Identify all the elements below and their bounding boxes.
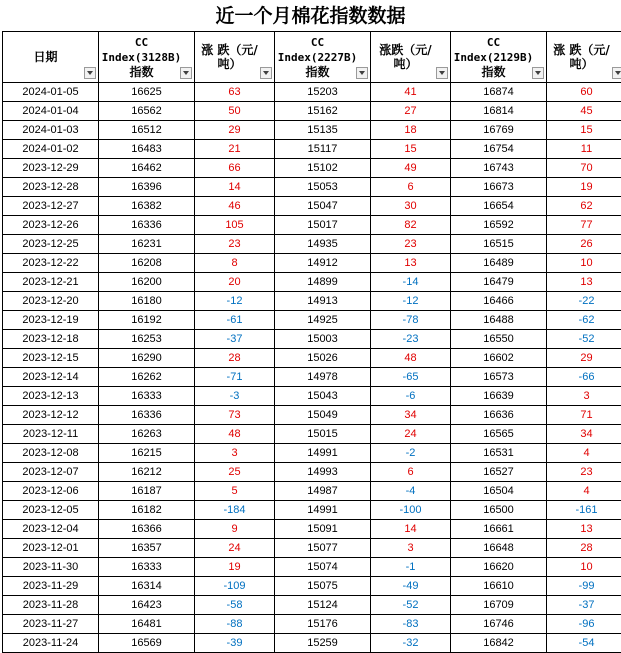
table-row [3, 178, 621, 197]
index-cell[interactable]: 16569 [99, 634, 195, 653]
column-header-line: 涨 跌（元/ [201, 43, 258, 57]
filter-dropdown-button[interactable] [260, 67, 272, 79]
column-header-3 [275, 32, 371, 83]
date-cell[interactable]: 2024-01-02 [3, 140, 99, 159]
change-cell[interactable]: -52 [371, 596, 451, 615]
index-cell[interactable]: 15124 [275, 596, 371, 615]
index-cell[interactable]: 16620 [451, 558, 547, 577]
index-cell[interactable]: 16769 [451, 121, 547, 140]
index-cell[interactable]: 16648 [451, 539, 547, 558]
change-cell[interactable]: 3 [195, 444, 275, 463]
index-cell[interactable]: 16602 [451, 349, 547, 368]
table-row [3, 368, 621, 387]
change-cell[interactable]: 9 [195, 520, 275, 539]
filter-dropdown-button[interactable] [180, 67, 192, 79]
index-cell[interactable]: 16639 [451, 387, 547, 406]
date-cell[interactable]: 2024-01-03 [3, 121, 99, 140]
date-cell[interactable]: 2023-12-15 [3, 349, 99, 368]
change-cell[interactable]: 6 [371, 178, 451, 197]
index-cell[interactable]: 15091 [275, 520, 371, 539]
change-cell[interactable]: 14 [195, 178, 275, 197]
index-cell[interactable]: 14925 [275, 311, 371, 330]
table-row [3, 444, 621, 463]
index-cell[interactable]: 16253 [99, 330, 195, 349]
change-cell[interactable]: 8 [195, 254, 275, 273]
change-cell[interactable]: 82 [371, 216, 451, 235]
date-cell[interactable]: 2023-12-06 [3, 482, 99, 501]
date-cell[interactable]: 2023-12-29 [3, 159, 99, 178]
date-cell[interactable]: 2023-12-13 [3, 387, 99, 406]
filter-dropdown-button[interactable] [356, 67, 368, 79]
table-row [3, 311, 621, 330]
change-cell[interactable]: 23 [547, 463, 621, 482]
column-header-line: 涨跌（元/ [379, 43, 431, 57]
chevron-down-icon [615, 71, 621, 75]
change-cell[interactable]: 25 [195, 463, 275, 482]
date-cell[interactable]: 2023-12-19 [3, 311, 99, 330]
table-row [3, 349, 621, 368]
index-cell[interactable]: 16562 [99, 102, 195, 121]
table-row [3, 482, 621, 501]
date-cell[interactable]: 2024-01-05 [3, 83, 99, 102]
table-row [3, 330, 621, 349]
index-cell[interactable]: 16874 [451, 83, 547, 102]
change-cell[interactable]: 6 [371, 463, 451, 482]
change-cell[interactable]: 10 [547, 558, 621, 577]
index-cell[interactable]: 16483 [99, 140, 195, 159]
change-cell[interactable]: 71 [547, 406, 621, 425]
cotton-index-table [2, 31, 621, 653]
column-header-line: 涨 跌（元/ [553, 43, 610, 57]
change-cell[interactable]: 34 [371, 406, 451, 425]
change-cell[interactable]: 45 [547, 102, 621, 121]
index-cell[interactable]: 16814 [451, 102, 547, 121]
change-cell[interactable]: -1 [371, 558, 451, 577]
change-cell[interactable]: -99 [547, 577, 621, 596]
change-cell[interactable]: -65 [371, 368, 451, 387]
index-cell[interactable]: 16661 [451, 520, 547, 539]
table-row [3, 425, 621, 444]
change-cell[interactable]: 13 [547, 273, 621, 292]
index-cell[interactable]: 16262 [99, 368, 195, 387]
index-cell[interactable]: 16396 [99, 178, 195, 197]
change-cell[interactable]: -37 [195, 330, 275, 349]
change-cell[interactable]: -3 [195, 387, 275, 406]
change-cell[interactable]: 18 [371, 121, 451, 140]
change-cell[interactable]: 26 [547, 235, 621, 254]
index-cell[interactable]: 16333 [99, 387, 195, 406]
index-cell[interactable]: 15077 [275, 539, 371, 558]
filter-dropdown-button[interactable] [532, 67, 544, 79]
change-cell[interactable]: 4 [547, 482, 621, 501]
change-cell[interactable]: -39 [195, 634, 275, 653]
change-cell[interactable]: -32 [371, 634, 451, 653]
index-cell[interactable]: 16610 [451, 577, 547, 596]
table-row [3, 159, 621, 178]
index-cell[interactable]: 16489 [451, 254, 547, 273]
change-cell[interactable]: -62 [547, 311, 621, 330]
table-row [3, 539, 621, 558]
index-cell[interactable]: 16746 [451, 615, 547, 634]
index-cell[interactable]: 16743 [451, 159, 547, 178]
change-cell[interactable]: 20 [195, 273, 275, 292]
index-cell[interactable]: 14993 [275, 463, 371, 482]
change-cell[interactable]: 27 [371, 102, 451, 121]
change-cell[interactable]: 15 [371, 140, 451, 159]
change-cell[interactable]: 60 [547, 83, 621, 102]
filter-dropdown-button[interactable] [436, 67, 448, 79]
date-cell[interactable]: 2023-12-14 [3, 368, 99, 387]
index-cell[interactable]: 15015 [275, 425, 371, 444]
index-cell[interactable]: 15176 [275, 615, 371, 634]
chevron-down-icon [263, 71, 269, 75]
index-cell[interactable]: 14935 [275, 235, 371, 254]
index-cell[interactable]: 16573 [451, 368, 547, 387]
date-cell[interactable]: 2023-11-24 [3, 634, 99, 653]
index-cell[interactable]: 16200 [99, 273, 195, 292]
table-row [3, 387, 621, 406]
index-cell[interactable]: 16673 [451, 178, 547, 197]
table-row [3, 83, 621, 102]
change-cell[interactable]: 28 [547, 539, 621, 558]
index-cell[interactable]: 15053 [275, 178, 371, 197]
index-cell[interactable]: 16550 [451, 330, 547, 349]
change-cell[interactable]: 23 [195, 235, 275, 254]
index-cell[interactable]: 16187 [99, 482, 195, 501]
index-cell[interactable]: 16531 [451, 444, 547, 463]
column-header-line: Index(2129B) [454, 51, 533, 64]
column-header-line: 日期 [33, 50, 57, 64]
date-cell[interactable]: 2023-12-12 [3, 406, 99, 425]
change-cell[interactable]: -14 [371, 273, 451, 292]
column-header-1 [99, 32, 195, 83]
change-cell[interactable]: 21 [195, 140, 275, 159]
header-row [3, 32, 621, 83]
table-row [3, 501, 621, 520]
column-header-4 [371, 32, 451, 83]
column-header-5 [451, 32, 547, 83]
index-cell[interactable]: 16842 [451, 634, 547, 653]
date-cell[interactable]: 2023-12-21 [3, 273, 99, 292]
change-cell[interactable]: -88 [195, 615, 275, 634]
index-cell[interactable]: 16709 [451, 596, 547, 615]
index-cell[interactable]: 16263 [99, 425, 195, 444]
chevron-down-icon [439, 71, 445, 75]
index-cell[interactable]: 16592 [451, 216, 547, 235]
index-cell[interactable]: 16231 [99, 235, 195, 254]
index-cell[interactable]: 16208 [99, 254, 195, 273]
date-cell[interactable]: 2023-12-04 [3, 520, 99, 539]
change-cell[interactable]: 46 [195, 197, 275, 216]
column-header-line: 指数 [305, 65, 329, 79]
change-cell[interactable]: 13 [371, 254, 451, 273]
table-row [3, 596, 621, 615]
change-cell[interactable]: -66 [547, 368, 621, 387]
change-cell[interactable]: -52 [547, 330, 621, 349]
change-cell[interactable]: 30 [371, 197, 451, 216]
change-cell[interactable]: 34 [547, 425, 621, 444]
change-cell[interactable]: -4 [371, 482, 451, 501]
column-header-line: 吨） [393, 57, 417, 71]
index-cell[interactable]: 15117 [275, 140, 371, 159]
table-row [3, 558, 621, 577]
change-cell[interactable]: -22 [547, 292, 621, 311]
index-cell[interactable]: 16423 [99, 596, 195, 615]
change-cell[interactable]: -49 [371, 577, 451, 596]
index-cell[interactable]: 16512 [99, 121, 195, 140]
index-cell[interactable]: 14899 [275, 273, 371, 292]
table-row [3, 292, 621, 311]
index-cell[interactable]: 16488 [451, 311, 547, 330]
index-cell[interactable]: 14912 [275, 254, 371, 273]
change-cell[interactable]: 14 [371, 520, 451, 539]
table-row [3, 235, 621, 254]
change-cell[interactable]: -12 [195, 292, 275, 311]
index-cell[interactable]: 14991 [275, 444, 371, 463]
change-cell[interactable]: 70 [547, 159, 621, 178]
index-cell[interactable]: 16625 [99, 83, 195, 102]
change-cell[interactable]: 62 [547, 197, 621, 216]
change-cell[interactable]: 5 [195, 482, 275, 501]
index-cell[interactable]: 15047 [275, 197, 371, 216]
change-cell[interactable]: 11 [547, 140, 621, 159]
column-header-line: CC [135, 36, 148, 49]
table-body [3, 83, 621, 653]
index-cell[interactable]: 14991 [275, 501, 371, 520]
table-row [3, 577, 621, 596]
date-cell[interactable]: 2024-01-04 [3, 102, 99, 121]
filter-dropdown-button[interactable] [612, 67, 621, 79]
column-header-label [547, 43, 621, 71]
column-header-line: 指数 [481, 65, 505, 79]
index-cell[interactable]: 16515 [451, 235, 547, 254]
change-cell[interactable]: -2 [371, 444, 451, 463]
change-cell[interactable]: 63 [195, 83, 275, 102]
index-cell[interactable]: 15003 [275, 330, 371, 349]
table-row [3, 406, 621, 425]
chevron-down-icon [183, 71, 189, 75]
column-header-line: 指数 [129, 65, 153, 79]
change-cell[interactable]: -83 [371, 615, 451, 634]
index-cell[interactable]: 16212 [99, 463, 195, 482]
index-cell[interactable]: 16192 [99, 311, 195, 330]
date-cell[interactable]: 2023-12-01 [3, 539, 99, 558]
index-cell[interactable]: 15135 [275, 121, 371, 140]
table-row [3, 634, 621, 653]
index-cell[interactable]: 16382 [99, 197, 195, 216]
change-cell[interactable]: -58 [195, 596, 275, 615]
date-cell[interactable]: 2023-11-28 [3, 596, 99, 615]
change-cell[interactable]: 28 [195, 349, 275, 368]
table-row [3, 197, 621, 216]
index-cell[interactable]: 16182 [99, 501, 195, 520]
change-cell[interactable]: -78 [371, 311, 451, 330]
index-cell[interactable]: 15074 [275, 558, 371, 577]
index-cell[interactable]: 15075 [275, 577, 371, 596]
date-cell[interactable]: 2023-12-18 [3, 330, 99, 349]
column-header-line: Index(3128B) [102, 51, 181, 64]
index-cell[interactable]: 16466 [451, 292, 547, 311]
date-cell[interactable]: 2023-12-26 [3, 216, 99, 235]
change-cell[interactable]: -161 [547, 501, 621, 520]
date-cell[interactable]: 2023-12-08 [3, 444, 99, 463]
page-title: 近一个月棉花指数数据 [0, 0, 621, 32]
date-cell[interactable]: 2023-12-20 [3, 292, 99, 311]
chevron-down-icon [535, 71, 541, 75]
index-cell[interactable]: 15043 [275, 387, 371, 406]
change-cell[interactable]: 41 [371, 83, 451, 102]
change-cell[interactable]: 29 [547, 349, 621, 368]
index-cell[interactable]: 16180 [99, 292, 195, 311]
change-cell[interactable]: 23 [371, 235, 451, 254]
table-row [3, 615, 621, 634]
change-cell[interactable]: 3 [547, 387, 621, 406]
index-cell[interactable]: 15259 [275, 634, 371, 653]
change-cell[interactable]: -12 [371, 292, 451, 311]
date-cell[interactable]: 2023-12-05 [3, 501, 99, 520]
change-cell[interactable]: 50 [195, 102, 275, 121]
change-cell[interactable]: -23 [371, 330, 451, 349]
chevron-down-icon [87, 71, 93, 75]
index-cell[interactable]: 15203 [275, 83, 371, 102]
table-row [3, 254, 621, 273]
change-cell[interactable]: -6 [371, 387, 451, 406]
column-header-line: CC [311, 36, 324, 49]
column-header-label [3, 50, 98, 64]
index-cell[interactable]: 16636 [451, 406, 547, 425]
index-cell[interactable]: 16215 [99, 444, 195, 463]
index-cell[interactable]: 16333 [99, 558, 195, 577]
index-cell[interactable]: 16527 [451, 463, 547, 482]
change-cell[interactable]: 10 [547, 254, 621, 273]
change-cell[interactable]: 15 [547, 121, 621, 140]
index-cell[interactable]: 16479 [451, 273, 547, 292]
change-cell[interactable]: -96 [547, 615, 621, 634]
table-row [3, 463, 621, 482]
change-cell[interactable]: 49 [371, 159, 451, 178]
chevron-down-icon [359, 71, 365, 75]
column-header-0 [3, 32, 99, 83]
index-cell[interactable]: 15102 [275, 159, 371, 178]
index-cell[interactable]: 16462 [99, 159, 195, 178]
change-cell[interactable]: -61 [195, 311, 275, 330]
date-cell[interactable]: 2023-12-22 [3, 254, 99, 273]
index-cell[interactable]: 15017 [275, 216, 371, 235]
index-cell[interactable]: 14913 [275, 292, 371, 311]
column-header-2 [195, 32, 275, 83]
index-cell[interactable]: 16336 [99, 216, 195, 235]
index-cell[interactable]: 16357 [99, 539, 195, 558]
change-cell[interactable]: 3 [371, 539, 451, 558]
column-header-line: 吨） [217, 57, 241, 71]
change-cell[interactable]: -100 [371, 501, 451, 520]
change-cell[interactable]: 77 [547, 216, 621, 235]
change-cell[interactable]: 73 [195, 406, 275, 425]
date-cell[interactable]: 2023-11-27 [3, 615, 99, 634]
date-cell[interactable]: 2023-12-28 [3, 178, 99, 197]
index-cell[interactable]: 15026 [275, 349, 371, 368]
column-header-line: CC [487, 36, 500, 49]
column-header-line: 吨） [569, 57, 593, 71]
date-cell[interactable]: 2023-11-29 [3, 577, 99, 596]
change-cell[interactable]: -71 [195, 368, 275, 387]
table-row [3, 273, 621, 292]
change-cell[interactable]: 4 [547, 444, 621, 463]
date-cell[interactable]: 2023-12-07 [3, 463, 99, 482]
index-cell[interactable]: 14978 [275, 368, 371, 387]
index-cell[interactable]: 16336 [99, 406, 195, 425]
date-cell[interactable]: 2023-12-25 [3, 235, 99, 254]
index-cell[interactable]: 16754 [451, 140, 547, 159]
index-cell[interactable]: 16314 [99, 577, 195, 596]
index-cell[interactable]: 15162 [275, 102, 371, 121]
date-cell[interactable]: 2023-12-27 [3, 197, 99, 216]
change-cell[interactable]: -54 [547, 634, 621, 653]
column-header-6 [547, 32, 621, 83]
change-cell[interactable]: 19 [195, 558, 275, 577]
change-cell[interactable]: -109 [195, 577, 275, 596]
change-cell[interactable]: 19 [547, 178, 621, 197]
date-cell[interactable]: 2023-12-11 [3, 425, 99, 444]
change-cell[interactable]: 66 [195, 159, 275, 178]
index-cell[interactable]: 15049 [275, 406, 371, 425]
index-cell[interactable]: 16504 [451, 482, 547, 501]
change-cell[interactable]: 29 [195, 121, 275, 140]
change-cell[interactable]: 13 [547, 520, 621, 539]
change-cell[interactable]: -37 [547, 596, 621, 615]
index-cell[interactable]: 16481 [99, 615, 195, 634]
change-cell[interactable]: 24 [371, 425, 451, 444]
filter-dropdown-button[interactable] [84, 67, 96, 79]
change-cell[interactable]: 48 [371, 349, 451, 368]
index-cell[interactable]: 16500 [451, 501, 547, 520]
index-cell[interactable]: 16654 [451, 197, 547, 216]
date-cell[interactable]: 2023-11-30 [3, 558, 99, 577]
change-cell[interactable]: -184 [195, 501, 275, 520]
change-cell[interactable]: 105 [195, 216, 275, 235]
table-row [3, 121, 621, 140]
table-row [3, 102, 621, 121]
index-cell[interactable]: 16366 [99, 520, 195, 539]
index-cell[interactable]: 16290 [99, 349, 195, 368]
column-header-line: Index(2227B) [278, 51, 357, 64]
change-cell[interactable]: 48 [195, 425, 275, 444]
index-cell[interactable]: 14987 [275, 482, 371, 501]
table-row [3, 216, 621, 235]
table-row [3, 520, 621, 539]
table-row [3, 140, 621, 159]
index-cell[interactable]: 16565 [451, 425, 547, 444]
change-cell[interactable]: 24 [195, 539, 275, 558]
